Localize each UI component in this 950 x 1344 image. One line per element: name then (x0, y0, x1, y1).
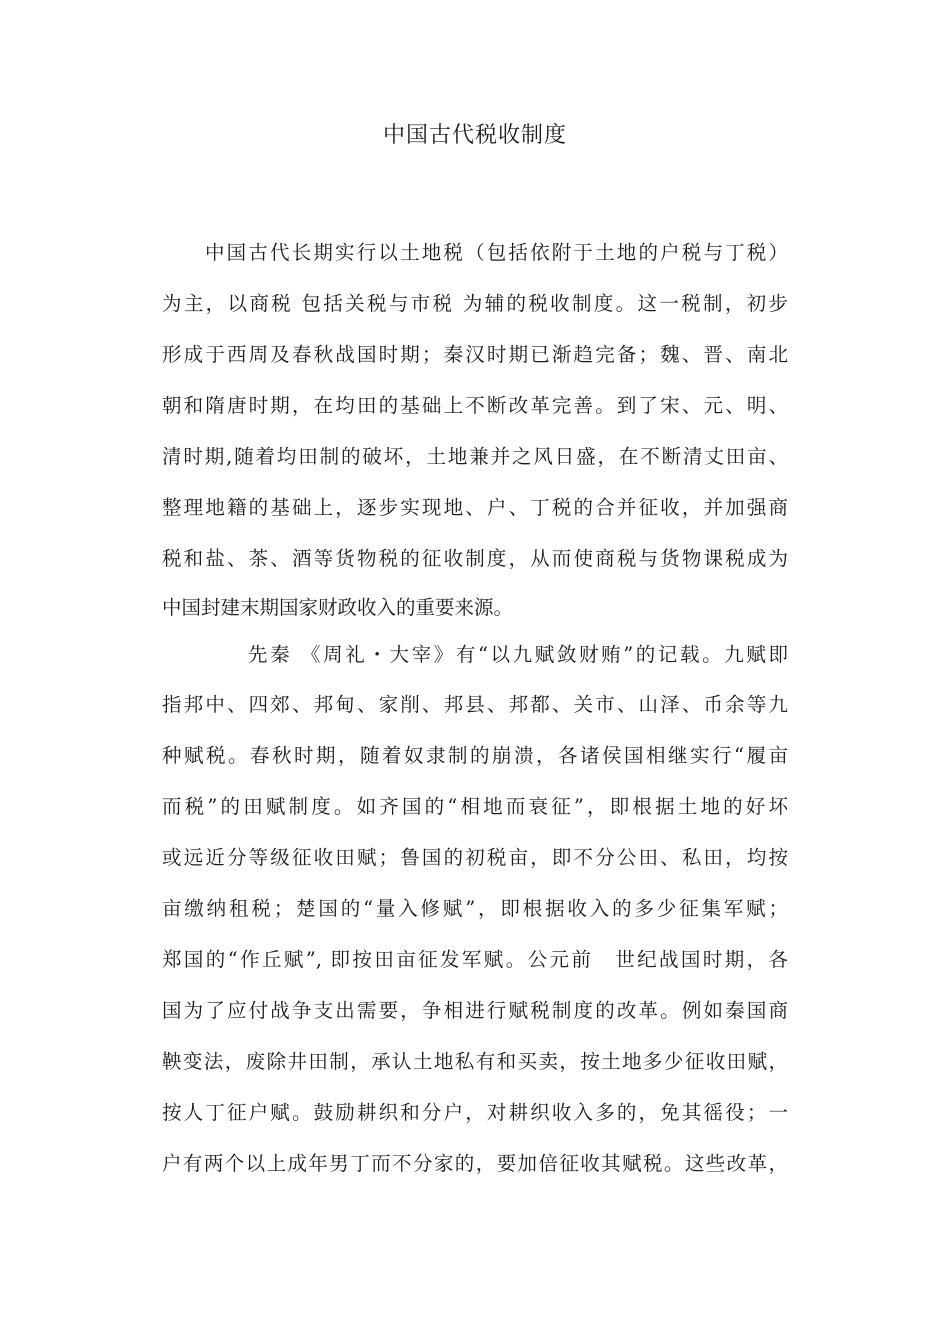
paragraph-line: 税和盐、茶、酒等货物税的征收制度，从而使商税与货物课税成为 (162, 547, 788, 570)
paragraph-line: 鞅变法，废除井田制，承认土地私有和买卖，按土地多少征收田赋， (162, 1050, 788, 1073)
paragraph-line: 按人丁征户赋。鼓励耕织和分户，对耕织收入多的，免其徭役；一 (162, 1101, 788, 1124)
paragraph-line: 中国古代长期实行以土地税（包括依附于土地的户税与丁税） (205, 241, 788, 264)
paragraph-line: 或远近分等级征收田赋；鲁国的初税亩，即不分公田、私田，均按 (162, 846, 788, 869)
paragraph-line: 先秦 《周礼・大宰》有“以九赋敛财贿”的记载。九赋即 (248, 643, 788, 666)
paragraph-line: 为主，以商税 包括关税与市税 为辅的税收制度。这一税制，初步 (162, 292, 788, 315)
paragraph-line: 国为了应付战争支出需要，争相进行赋税制度的改革。例如秦国商 (162, 999, 788, 1022)
paragraph-line: 清时期,随着均田制的破坏，土地兼并之风日盛，在不断清丈田亩、 (162, 445, 788, 468)
page-title: 中国古代税收制度 (382, 123, 567, 148)
paragraph-line: 户有两个以上成年男丁而不分家的，要加倍征收其赋税。这些改革， (162, 1152, 788, 1175)
paragraph-line: 中国封建末期国家财政收入的重要来源。 (162, 596, 514, 619)
paragraph-line: 指邦中、四郊、邦甸、家削、邦县、邦都、关市、山泽、币余等九 (162, 693, 788, 716)
paragraph-line: 整理地籍的基础上，逐步实现地、户、丁税的合并征收，并加强商 (162, 496, 788, 519)
paragraph-line: 种赋税。春秋时期，随着奴隶制的崩溃，各诸侯国相继实行“履亩 (162, 744, 788, 767)
paragraph-line: 朝和隋唐时期，在均田的基础上不断改革完善。到了宋、元、明、 (162, 394, 788, 417)
paragraph-line: 郑国的“作丘赋”, 即按田亩征发军赋。公元前 世纪战国时期，各 (162, 948, 788, 971)
paragraph-line: 亩缴纳租税；楚国的“量入修赋”，即根据收入的多少征集军赋； (162, 897, 788, 920)
paragraph-line: 形成于西周及春秋战国时期；秦汉时期已渐趋完备；魏、晋、南北 (162, 343, 788, 366)
paragraph-line: 而税”的田赋制度。如齐国的“相地而衰征”，即根据土地的好坏 (162, 795, 788, 818)
